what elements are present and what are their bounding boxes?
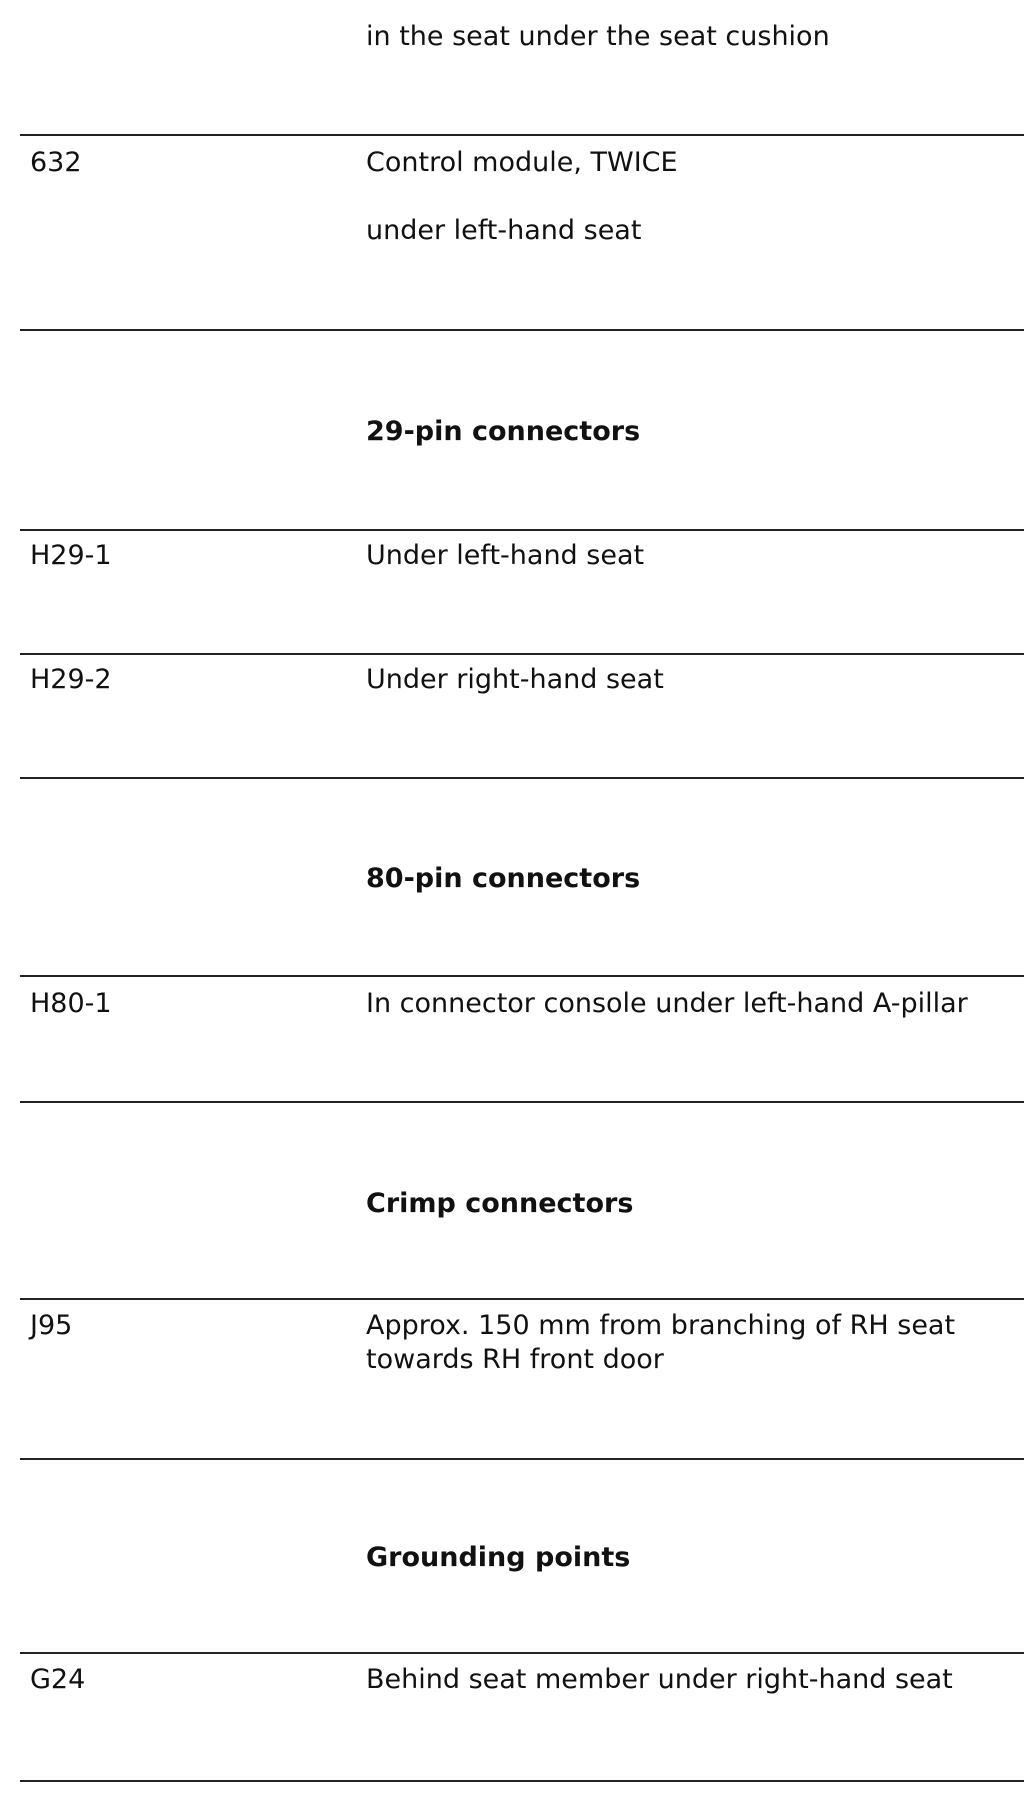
row-code: H29-1 [30,540,112,571]
section-heading: 29-pin connectors [366,416,641,447]
row-divider [20,1652,1024,1654]
section-heading: 80-pin connectors [366,863,641,894]
row-description: Approx. 150 mm from branching of RH seat towards RH front door [366,1310,956,1375]
row-description: in the seat under the seat cushion [366,21,830,52]
row-code: H29-2 [30,664,112,695]
row-divider [20,1458,1024,1460]
row-code: H80-1 [30,988,112,1019]
row-divider [20,134,1024,136]
row-code: 632 [30,147,82,178]
row-description: under left-hand seat [366,215,642,246]
row-description: In connector console under left-hand A-pillar [366,988,968,1019]
row-code: G24 [30,1664,86,1695]
row-code: J95 [30,1310,73,1341]
row-divider [20,653,1024,655]
row-divider [20,529,1024,531]
row-divider [20,1780,1024,1782]
row-description: Under left-hand seat [366,540,645,571]
row-divider [20,329,1024,331]
row-divider [20,1298,1024,1300]
row-description: Control module, TWICE [366,147,678,178]
section-heading: Crimp connectors [366,1188,634,1219]
row-divider [20,777,1024,779]
section-heading: Grounding points [366,1542,631,1573]
row-description: Behind seat member under right-hand seat [366,1664,953,1695]
row-divider [20,975,1024,977]
row-description: Under right-hand seat [366,664,664,695]
row-divider [20,1101,1024,1103]
